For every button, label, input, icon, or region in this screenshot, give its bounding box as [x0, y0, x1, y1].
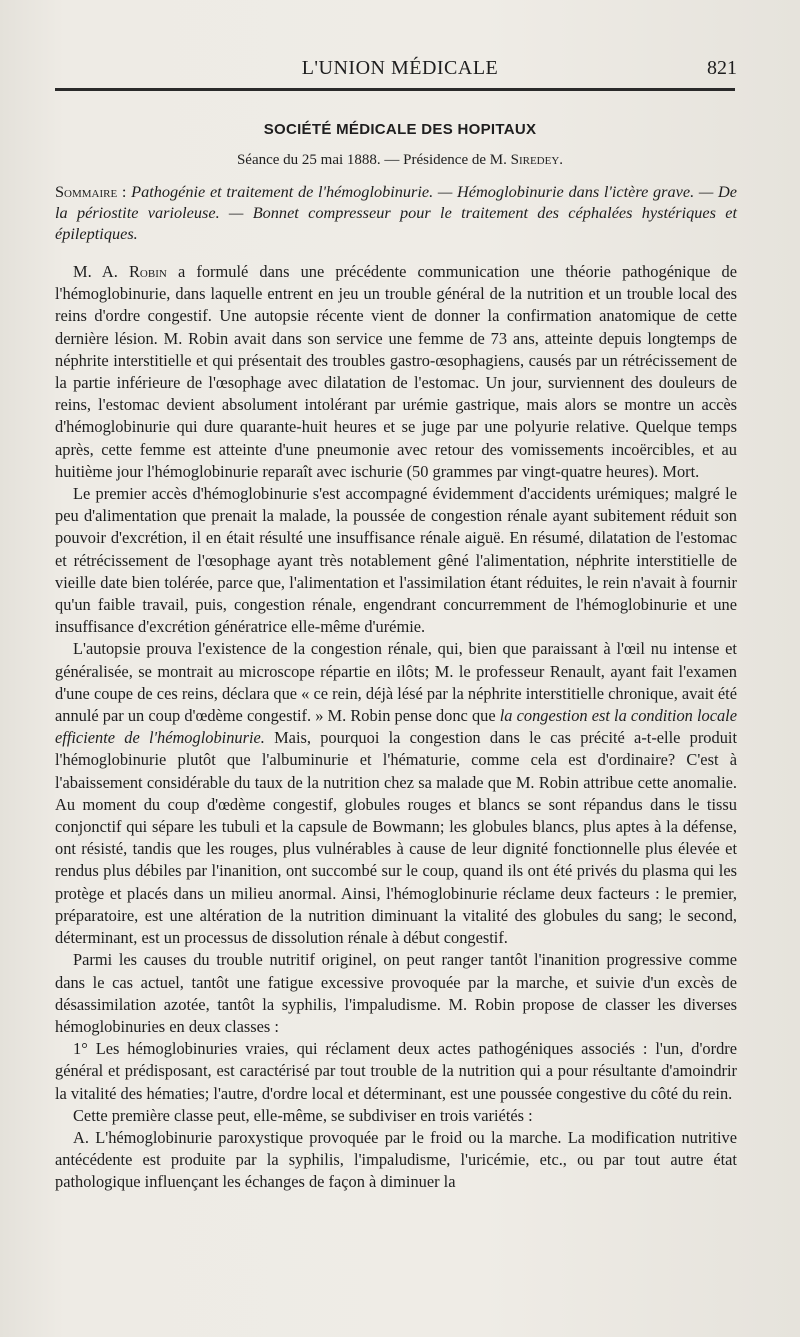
speaker-name: Robin — [129, 262, 167, 281]
speaker-initials: M. A. — [73, 262, 129, 281]
page-number: 821 — [707, 57, 737, 79]
paragraph-4: Parmi les causes du trouble nutritif originel, on peut ranger tantôt l'inanition progressive comme dans le cas actuel, tantôt une fatigue excessive provoquée par la marche, et suivie d'un excès de désassimilation azotée, tantôt la syphilis, l'impaludisme. M. Robin propose de classer les diverses hémoglobinuries en deux classes : — [55, 950, 737, 1036]
running-title: L'UNION MÉDICALE — [301, 57, 499, 79]
paragraph-3-part-b: Mais, pourquoi la congestion dans le cas précité a-t-elle produit l'hémoglobinurie plutôt que l'albuminurie et l'hématurie, comme cela est d'ordinaire? C'est à l'abaissement considérable du taux de la nutrition chez sa malade que M. Robin attribue cette anomalie. Au moment du coup d'œdème congestif, globules rouges et blancs se sont répandus dans le tissu conjonctif qui sépare les tubuli et la capsule de Bowmann; les globules blancs, plus aptes à la défense, ont résisté, tandis que les rouges, plus vulnérables à cause de leur dignité fonctionnelle plus élevée et rendus plus débiles par l'inanition, ont succombé sur le coup, quand ils ont été privés du plasma qui les protège et placés dans un milieu anormal. Ainsi, l'hémoglobinurie réclame deux facteurs : le premier, préparatoire, est une altération de la nutrition diminuant la vitalité des globules du sang; le second, déterminant, est un processus de dissolution rénale à début congestif. — [55, 728, 737, 948]
header-rule — [55, 88, 735, 91]
paragraph-1 — [55, 261, 737, 483]
session-date: Séance du 25 mai 1888. — Présidence de M. — [236, 152, 511, 168]
paragraph-3 — [55, 638, 737, 949]
summary-text: Pathogénie et traitement de l'hémoglobinurie. — Hémoglobinurie dans l'ictère grave. — De la périostite varioleuse. — Bonnet compresseur pour le traitement des céphalées hystériques et épileptiques. — [55, 182, 737, 243]
paragraph-6: Cette première classe peut, elle-même, se subdiviser en trois variétés : — [73, 1105, 533, 1125]
session-line — [55, 152, 745, 169]
paragraph-1-text: a formulé dans une précédente communication une théorie pathogénique de l'hémoglobinurie, dans laquelle entrent en jeu un trouble général de la nutrition et un trouble local des reins d'ordre congestif. Une autopsie récente vient de donner la confirmation anatomique de cette dernière lésion. M. Robin avait dans son service une femme de 73 ans, atteinte depuis longtemps de néphrite interstitielle et qui présentait des troubles gastro-œsophagiens, causés par un rétrécissement de la partie inférieure de l'œsophage avec dilatation de l'estomac. Un jour, surviennent des douleurs de reins, l'estomac devient absolument intolérant par urémie gastrique, mais alors se montre un accès d'hémoglobinurie qui dure quarante-huit heures et se juge par une polyurie relative. Quelque temps après, cette femme est atteinte d'une pneumonie avec retour des vomissements incoërcibles, et au huitième jour l'hémoglobinurie reparaît avec ischurie (50 grammes par vingt-quatre heures). Mort. — [55, 262, 737, 481]
section-title: SOCIÉTÉ MÉDICALE DES HOPITAUX — [263, 121, 537, 138]
summary-label: Sommaire — [55, 182, 118, 201]
paragraph-7: A. L'hémoglobinurie paroxystique provoquée par le froid ou la marche. La modification nutritive antécédente est produite par la syphilis, l'impaludisme, l'uricémie, etc., ou par tout autre état pathologique influençant les échanges de façon à diminuer la — [55, 1127, 737, 1192]
running-header — [55, 55, 745, 85]
session-president: Siredey. — [510, 152, 564, 168]
article-body — [55, 261, 737, 1194]
paragraph-5: 1° Les hémoglobinuries vraies, qui réclament deux actes pathogéniques associés : l'un, d'ordre général et prédisposant, est caractérisé par tout trouble de la nutrition qui a pour résultante d'amoindrir la vitalité des hématies; l'autre, d'ordre local et déterminant, est une poussée congestive du côté du rein. — [55, 1039, 737, 1103]
summary: Sommaire : Pathogénie et traitement de l'hémoglobinurie. — Hémoglobinurie dans l'ictère grave. — De la périostite varioleuse. — Bonnet compresseur pour le traitement des céphalées hystériques et épileptiques. — [55, 182, 737, 243]
paragraph-3-part-a: L'autopsie prouva l'existence de la congestion rénale, qui, bien que paraissant à l'œil nu intense et généralisée, se montrait au microscope répartie en ilôts; M. le professeur Renault, ayant fait l'examen d'une coupe de ces reins, déclara que « ce rein, déjà lésé par la néphrite interstitielle chronique, avait été annulé par un coup d'œdème congestif. » M. Robin pense donc que — [55, 639, 737, 726]
paragraph-3-emphasis: la congestion est la condition locale efficiente de l'hémoglobinurie. — [55, 706, 738, 748]
paragraph-2: Le premier accès d'hémoglobinurie s'est accompagné évidemment d'accidents urémiques; malgré le peu d'alimentation que prenait la malade, la poussée de congestion rénale ayant subitement réduit son pouvoir d'excrétion, il en était résulté une insuffisance rénale aiguë. En résumé, dilatation de l'estomac et rétrécissement de l'œsophage ayant très notablement gêné l'alimentation, néphrite interstitielle de vieille date bien tolérée, parce que, l'alimentation et l'assimilation étant réduites, le rein n'avait à fournir qu'un faible travail, puis, congestion rénale, engendrant concurremment de l'hémoglobinurie et une insuffisance d'excrétion génératrice elle-même d'urémie. — [55, 484, 737, 637]
